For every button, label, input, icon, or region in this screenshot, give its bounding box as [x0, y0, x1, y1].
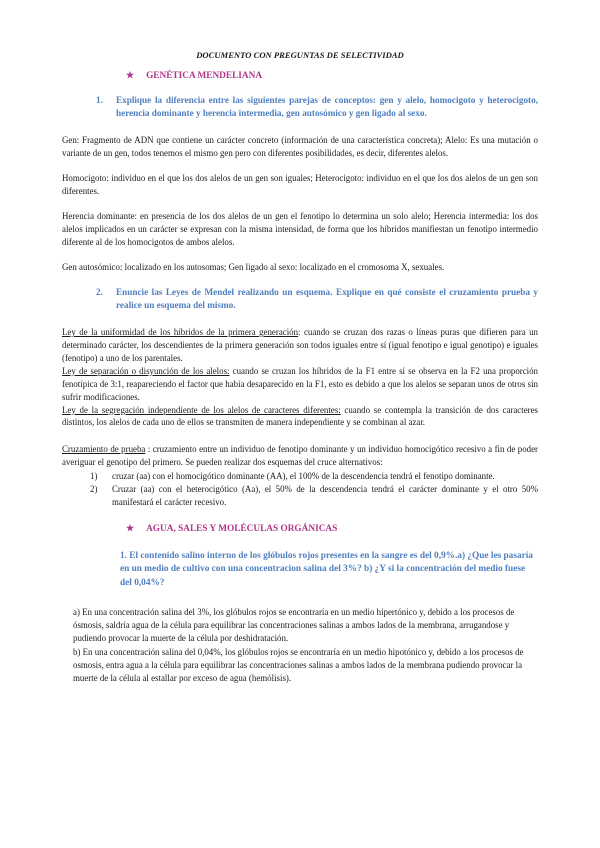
list-item-number: 1) [90, 471, 98, 482]
cruce-list [90, 470, 538, 509]
star-icon: ★ [126, 522, 135, 533]
question-1 [96, 94, 538, 120]
section-heading-text: AGUA, SALES Y MOLÉCULAS ORGÁNICAS [146, 523, 338, 534]
answer-homocigoto: Homocigoto: individuo en el que los dos alelos de un gen son iguales; Heterocigoto: individuo en el que los dos alelos de un gen son diferentes. [62, 173, 538, 197]
list-item [90, 483, 538, 509]
cruzamiento-prueba [62, 443, 538, 469]
list-item-text: Cruzar (aa) con el heterocigótico (Aa), el 50% de la descendencia tendrá el carácter dominante y el otro 50% manifestará el carácter recesivo. [112, 484, 538, 507]
ley-segregacion-text: cuando se contempla la transición de dos caracteres distintos, los alelos de cada uno de ellos se transmiten de manera independiente y se combinan al azar. [62, 404, 538, 428]
answer-gen-alelo: Gen: Fragmento de ADN que contiene un carácter concreto (información de una característica concreta); Alelo: Es una mutación o variante de un gen, todos tenemos el mismo gen pero con diferentes posibilidades, es decir, diferentes alelos. [62, 135, 538, 159]
ley-separacion [62, 365, 538, 404]
answer-a: a) En una concentración salina del 3%, los glóbulos rojos se encontraría en un medio hipertónico y, debido a los procesos de ósmosis, saldría agua de la célula para equilibrar las concentraciones salinas a ambos lados de la membrana, arrugandose y pudiendo provocar la muerte de la célula por deshidratación. [73, 607, 515, 644]
question-3: 1. El contenido salino interno de los glóbulos rojos presentes en la sangre es del 0,9%.a) ¿Que les pasaría en un medio de cultivo con una concentracion salina del 3%? b) ¿Y si la concentración del medio fuese del 0,04%? [120, 550, 533, 588]
ley-segregacion-title: Ley de la segregación independiente de los alelos de caracteres diferentes: [62, 404, 341, 415]
question-text: Explique la diferencia entre las siguientes parejas de conceptos: gen y alelo, homocigoto y heterocigoto, herencia dominante y herencia intermedia, gen autosómico y gen ligado al sexo. [116, 95, 538, 119]
question-number: 2. [96, 286, 103, 297]
ley-uniformidad-text: : cuando se cruzan dos razas o líneas puras que difieren para un determinado carácter, los descendientes de la primera generación son todos iguales entre sí (igual fenotipo e igual genotipo) e iguales (fenotipo) a uno de los parentales. [62, 327, 538, 363]
list-item [90, 470, 538, 483]
answer-b: b) En una concentración salina del 0,04%, los glóbulos rojos se encontraría en un medio hipotónico y, debido a los procesos de osmosis, entra agua a la célula para equilibrar las concentraciones salinas a ambos lados de la membrana pudiendo provocar la muerte de la célula al estallar por exceso de agua (hemólisis). [73, 646, 524, 684]
section-heading-text: GENÉTICA MENDELIANA [146, 71, 263, 81]
cruzamiento-text: : cruzamiento entre un individuo de fenotipo dominante y un individuo homocigótico recesivo a fin de poder averiguar el genotipo del primero. Se pueden realizar dos esquemas del cruce alternativos: [62, 444, 538, 468]
answer-autosomico: Gen autosómico: localizado en los autosomas; Gen ligado al sexo: localizado en el cromosoma X, sexuales. [62, 261, 445, 272]
question-number: 1. [96, 95, 103, 105]
ley-uniformidad-title: Ley de la uniformidad de los híbridos de la primera generación [62, 327, 299, 338]
ley-separacion-text: cuando se cruzan los híbridos de la F1 entre sí se observa en la F2 una proporción fenotípica de 3:1, reapareciendo el factor que había desaparecido en la F1, esto es debido a que los alelos se separan unos de otros sin sufrir modificaciones. [62, 365, 538, 402]
answer-herencia: Herencia dominante: en presencia de los dos alelos de un gen el fenotipo lo determina un solo alelo; Herencia intermedia: los dos alelos implicados en un carácter se expresan con la misma intensidad, de forma que los híbridos manifiestan un fenotipo intermedio diferente al de los homocigotos de ambos alelos. [62, 211, 538, 247]
ley-uniformidad [62, 326, 538, 365]
document-title: DOCUMENTO CON PREGUNTAS DE SELECTIVIDAD [196, 50, 404, 60]
section-heading-agua [126, 523, 538, 534]
list-item-number: 2) [90, 484, 98, 495]
cruzamiento-title: Cruzamiento de prueba [62, 444, 146, 455]
list-item-text: cruzar (aa) con el homocigótico dominante (AA), el 100% de la descendencia tendrá el fenotipo dominante. [112, 471, 495, 482]
question-2 [96, 286, 538, 312]
question-text: Enuncie las Leyes de Mendel realizando un esquema. Explique en qué consiste el cruzamiento prueba y realice un esquema del mismo. [116, 286, 538, 310]
mendel-laws [62, 326, 538, 429]
ley-separacion-title: Ley de separación o disyunción de los alelos: [62, 365, 230, 376]
section-heading-genetica [126, 70, 538, 81]
star-icon: ★ [126, 70, 135, 80]
ley-segregacion [62, 404, 538, 430]
